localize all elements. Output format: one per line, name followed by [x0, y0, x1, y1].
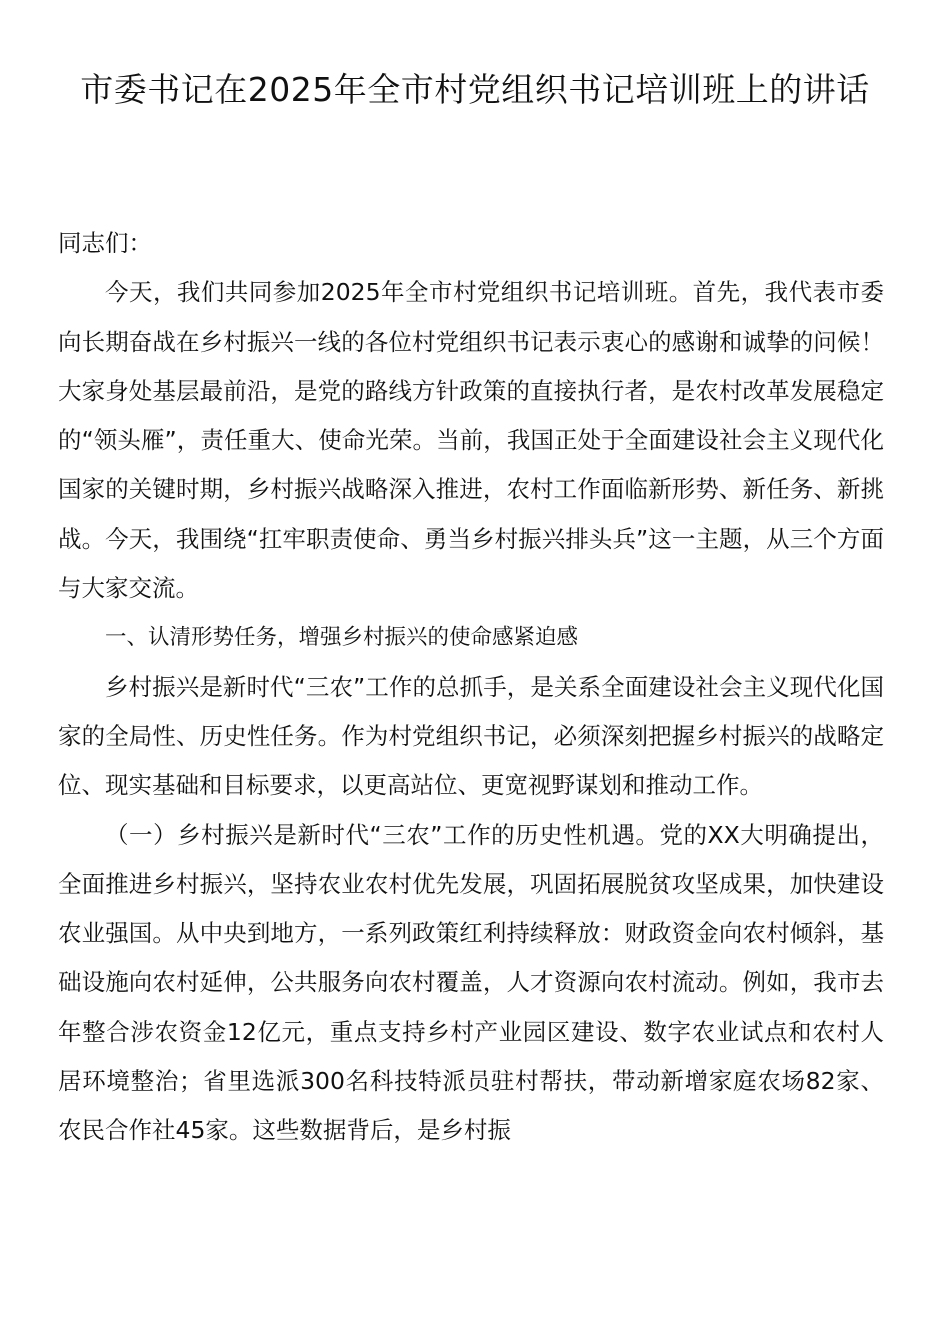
paragraph-section-1-intro: 乡村振兴是新时代“三农”工作的总抓手，是关系全面建设社会主义现代化国家的全局性、历史性任务。作为村党组织书记，必须深刻把握乡村振兴的战略定位、现实基础和目标要求，以更高站位、更宽视野谋划和推动工作。: [58, 672, 884, 800]
section-heading-1: 一、认清形势任务，增强乡村振兴的使命感紧迫感: [105, 625, 579, 651]
salutation: 同志们：: [58, 229, 152, 257]
paragraph-opening: 今天，我们共同参加2025年全市村党组织书记培训班。首先，我代表市委向长期奋战在乡村振兴一线的各位村党组织书记表示衷心的感谢和诚挚的问候！大家身处基层最前沿，是党的路线方针政策的直接执行者，是农村改革发展稳定的“领头雁”，责任重大、使命光荣。当前，我国正处于全面建设社会主义现代化国家的关键时期，乡村振兴战略深入推进，农村工作面临新形势、新任务、新挑战。今天，我围绕“扛牢职责使命、勇当乡村振兴排头兵”这一主题，从三个方面与大家交流。: [58, 278, 884, 603]
document-body: [58, 219, 884, 1156]
paragraph-subsection-1: （一）乡村振兴是新时代“三农”工作的历史性机遇。党的XX大明确提出，全面推进乡村振兴，坚持农业农村优先发展，巩固拓展脱贫攻坚成果，加快建设农业强国。从中央到地方，一系列政策红利持续释放：财政资金向农村倾斜，基础设施向农村延伸，公共服务向农村覆盖，人才资源向农村流动。例如，我市去年整合涉农资金12亿元，重点支持乡村产业园区建设、数字农业试点和农村人居环境整治；省里选派300名科技特派员驻村帮扶，带动新增家庭农场82家、农民合作社45家。这些数据背后，是乡村振: [58, 820, 884, 1145]
document-title: 市委书记在2025年全市村党组织书记培训班上的讲话: [80, 70, 870, 109]
